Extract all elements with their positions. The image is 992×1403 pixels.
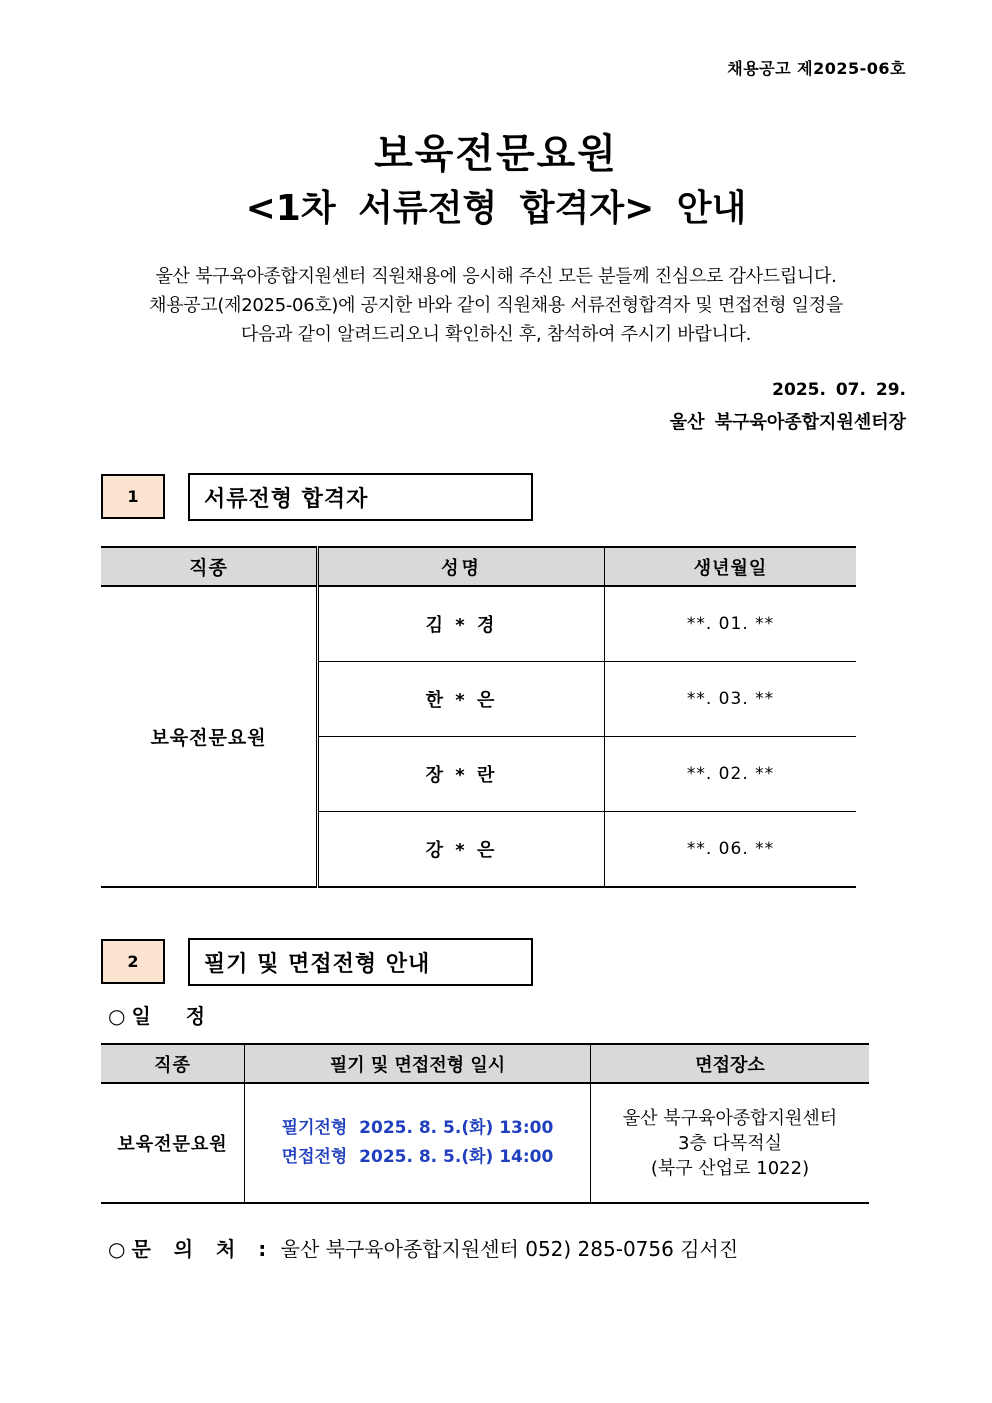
header-when: 필기 및 면접전형 일시 [245,1044,591,1083]
header-place: 면접장소 [591,1044,870,1083]
schedule-label-text: 일 정 [131,1004,220,1028]
section-1-number: 1 [101,474,165,519]
header-job: 직종 [101,1044,245,1083]
intro-line-3: 다음과 같이 알려드리오니 확인하신 후, 참석하여 주시기 바랍니다. [240,324,752,345]
passers-table [101,546,856,888]
contact-label: 문 의 처 : [131,1237,275,1261]
header-name: 성명 [318,547,605,586]
birth-cell: **. 06. ** [605,812,857,888]
job-cell: 보육전문요원 [101,1083,245,1203]
schedule-table [101,1043,869,1204]
passers-table-header [101,547,856,586]
intro-paragraph [0,262,992,349]
schedule-table-header [101,1044,869,1083]
name-cell: 김 * 경 [318,586,605,662]
birth-cell: **. 02. ** [605,737,857,812]
section-2-title: 필기 및 면접전형 안내 [188,938,533,986]
name-cell: 강 * 은 [318,812,605,888]
contact-info [108,1233,738,1262]
intro-line-1: 울산 북구육아종합지원센터 직원채용에 응시해 주신 모든 분들께 진심으로 감사드립니다. [155,266,837,287]
written-exam-time: 필기전형 2025. 8. 5.(화) 13:00 [281,1118,554,1138]
birth-cell: **. 01. ** [605,586,857,662]
intro-line-2: 채용공고(제2025-06호)에 공지한 바와 같이 직원채용 서류전형합격자 및 면접전형 일정을 [149,295,843,316]
table-row [101,586,856,662]
section-1-title: 서류전형 합격자 [188,473,533,521]
place-line-3: (북구 산업로 1022) [650,1157,810,1179]
place-line-2: 3층 다목적실 [677,1132,783,1154]
section-2-number: 2 [101,939,165,984]
schedule-label [108,1000,219,1029]
place-line-1: 울산 북구육아종합지원센터 [622,1107,838,1129]
contact-text: 울산 북구육아종합지원센터 052) 285-0756 김서진 [280,1237,739,1261]
issuer-name: 울산 북구육아종합지원센터장 [669,412,906,433]
page-subtitle: <1차 서류전형 합격자> 안내 [245,188,747,229]
name-cell: 장 * 란 [318,737,605,812]
header-job: 직종 [101,547,318,586]
header-birth: 생년월일 [605,547,857,586]
announcement-date: 2025. 07. 29. [772,380,906,400]
birth-cell: **. 03. ** [605,662,857,737]
bullet-icon: ○ [108,1237,132,1261]
schedule-cell [245,1083,591,1203]
name-cell: 한 * 은 [318,662,605,737]
page-title: 보육전문요원 [374,131,618,177]
place-cell [591,1083,870,1203]
table-row [101,1083,869,1203]
bullet-icon: ○ [108,1004,132,1028]
interview-time: 면접전형 2025. 8. 5.(화) 14:00 [281,1147,554,1167]
job-cell: 보육전문요원 [101,586,318,887]
doc-number: 채용공고 제2025-06호 [727,59,906,78]
